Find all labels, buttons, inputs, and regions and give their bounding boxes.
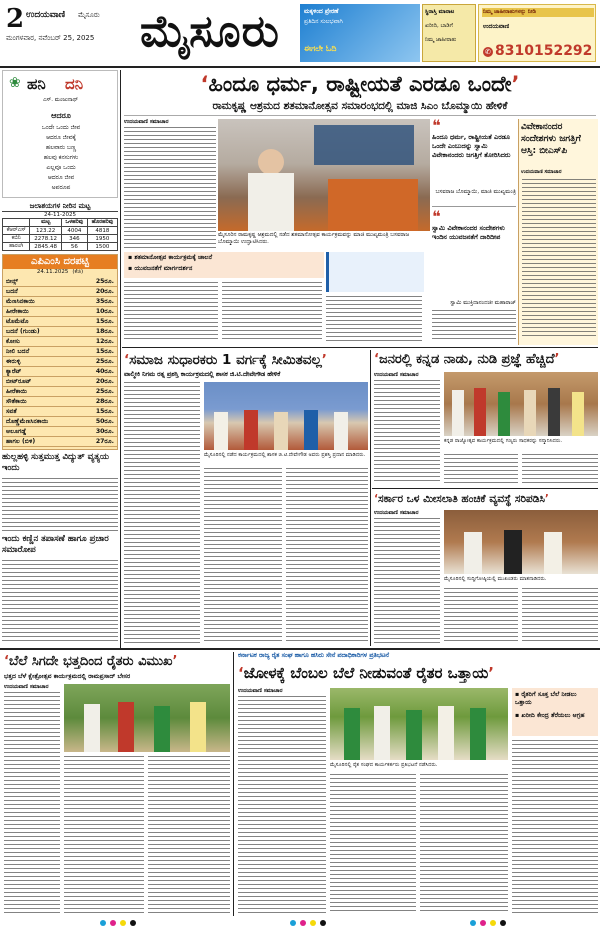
bottom-left-subhead: ಭತ್ತದ ಬೆಳೆ ಕ್ಷೇತ್ರೋತ್ಸವ ಕಾರ್ಯಕ್ರಮದಲ್ಲಿ ರಾಮಪ್ರಸಾದ್ ಬೇಸರ <box>4 673 131 680</box>
bottom-left-reporter: ಉದಯವಾಣಿ ಸಮಾಚಾರ <box>4 684 49 690</box>
ad2-line: ಖರೀದಿ, ಬಾಡಿಗೆ <box>425 23 453 29</box>
story3-headline: ‘ಜನರಲ್ಲಿ ಕನ್ನಡ ನಾಡು, ನುಡಿ ಪ್ರಜ್ಞೆ ಹೆಚ್ಚಿದೆ’ <box>374 352 560 367</box>
story2-photo <box>204 382 368 450</box>
table-row <box>3 427 117 437</box>
lead-quote-1: ಹಿಂದೂ ಧರ್ಮ, ರಾಷ್ಟ್ರೀಯತೆ ಎರಡೂ ಒಂದೇ ಎಂಬುದನ್ನು ಸ್ವಾಮಿ ವಿವೇಕಾನಂದರು ಜಗತ್ತಿಗೆ ತೋರಿಸಿದರು <box>432 133 511 159</box>
table-row <box>3 367 117 377</box>
reservoir-title: ಜಲಾಶಯಗಳ ನೀರಿನ ಮಟ್ಟ <box>2 202 118 212</box>
item-price: 15ರೂ. <box>95 317 114 325</box>
item-name: ಬದನೆ (ಗುಂಡು) <box>6 327 40 335</box>
brief-headline: ಇಂದು ಕಣ್ಣಿನ ತಪಾಸಣೆ ಹಾಗೂ ಪ್ರಚಾರ ಸಮಾರೋಪ <box>2 534 109 555</box>
item-name: ದೊಣ್ಣೆಮೆಣಸಿನಕಾಯಿ <box>6 417 49 425</box>
story4-photo <box>444 510 598 574</box>
quote-mark-icon: ❝ <box>432 207 441 226</box>
poem-line: ಆದರೂ ಜೀವ <box>47 174 75 181</box>
bottom-right-headline-text: ಜೋಳಕ್ಕೆ ಬೆಂಬಲ ಬೆಲೆ ನೀಡುವಂತೆ ರೈತರ ಒತ್ತಾಯ <box>243 664 489 682</box>
apmc-meta <box>3 269 117 277</box>
quote-mark-icon: ❝ <box>432 116 441 135</box>
bottom-right-kicker: ಕರ್ನಾಟಕ ರಾಜ್ಯ ರೈತ ಸಂಘ ಹಾಗೂ ಹಸಿರು ಸೇನೆ ಪದಾಧಿಕಾರಿಗಳ ಪ್ರತಿಭಟನೆ <box>238 652 390 659</box>
lead-photo-caption: ಮೈಸೂರಿನ ರಾಮಕೃಷ್ಣ ಆಶ್ರಮದಲ್ಲಿ ನಡೆದ ಶತಮಾನೋತ್ಸವ ಕಾರ್ಯಕ್ರಮವನ್ನು ಮಾಜಿ ಮುಖ್ಯಮಂತ್ರಿ ಬಸವರಾಜ ಬೊಮ್ಮಾಯಿ ಉದ್ಘಾಟಿಸಿದರು. <box>218 232 410 245</box>
table-row <box>3 387 117 397</box>
ad2-line: ಸ್ಥಿರಾಸ್ತಿ ಮಾರಾಟ <box>425 9 455 15</box>
apmc-title: ಎಪಿಎಂಸಿ ದರಪಟ್ಟಿ <box>3 255 117 269</box>
reservoir-date: 24-11-2025 <box>44 212 76 218</box>
item-price: 30ರೂ. <box>95 427 114 435</box>
brief-1 <box>2 452 118 532</box>
ad-phone-number: 8310152292 <box>495 43 593 59</box>
item-name: ಕ್ಯಾರೆಟ್ <box>6 367 22 375</box>
table-row <box>3 307 117 317</box>
table-row <box>3 317 117 327</box>
item-price: 25ರೂ. <box>95 357 114 365</box>
ad2-line: ನಿಮ್ಮ ಜಾಹೀರಾತು <box>425 37 457 43</box>
story4-headline-text: ಸರ್ಕಾರ ಒಳ ಮೀಸಲಾತಿ ಹಂಚಿಕೆ ವ್ಯವಸ್ಥೆ ಸರಿಪಡಿಸಿ <box>378 493 545 505</box>
lead-photo <box>218 119 430 231</box>
side-reporter: ಉದಯವಾಣಿ ಸಮಾಚಾರ <box>521 169 562 175</box>
table-row <box>3 377 117 387</box>
bottom-left-photo <box>64 684 230 752</box>
table-row <box>3 347 117 357</box>
item-price: 15ರೂ. <box>95 347 114 355</box>
bottom-right-photo <box>330 688 508 760</box>
item-name: ಮೆಣಸಿನಕಾಯಿ <box>6 297 35 305</box>
lead-bullets <box>124 252 324 278</box>
bottom-right-headline: ‘ಜೋಳಕ್ಕೆ ಬೆಂಬಲ ಬೆಲೆ ನೀಡುವಂತೆ ರೈತರ ಒತ್ತಾಯ’ <box>238 664 494 682</box>
table-row: ಹಾರಂಗಿ 2845.48 56 1500 <box>3 243 118 251</box>
side-story <box>518 119 598 345</box>
story2-headline-text: ಸಮಾಜ ಸುಧಾರಕರು 1 ವರ್ಗಕ್ಕೆ ಸೀಮಿತವಲ್ಲ <box>129 352 322 368</box>
section-title: ಮೈಸೂರು <box>140 6 280 57</box>
table-row <box>3 277 117 287</box>
paper-name: ಉದಯವಾಣಿ <box>26 10 66 20</box>
print-color-bar <box>0 918 600 928</box>
bottom-right-photo-caption: ಮೈಸೂರಿನಲ್ಲಿ ರೈತ ಸಂಘದ ಕಾರ್ಯಕರ್ತರು ಪ್ರತಿಭಟನೆ ನಡೆಸಿದರು. <box>330 762 438 768</box>
item-price: 27ರೂ. <box>95 437 114 445</box>
table-row <box>3 417 117 427</box>
brief-headline: ಹುಲ್ಲಹಳ್ಳಿ ಸುತ್ತಮುತ್ತ ವಿದ್ಯುತ್ ವ್ಯತ್ಯಯ ಇಂದು <box>2 452 110 473</box>
ad1-line: ಪ್ರತಿದಿನ ಸುಲಭವಾಗಿ <box>304 18 343 25</box>
item-name: ಹೀರೆಕಾಯಿ <box>6 387 28 395</box>
lead-quote-2-by: ಸ್ವಾಮಿ ಮುಕ್ತಿದಾನಂದಜೀ ಮಹಾರಾಜ್ <box>450 300 516 306</box>
edition-label: ಮೈಸೂರು <box>78 11 100 19</box>
table-header-row: ಮಟ್ಟ ಒಳಹರಿವು ಹೊರಹರಿವು <box>3 219 118 227</box>
story3-photo-caption: ಕನ್ನಡ ರಾಜ್ಯೋತ್ಸವ ಕಾರ್ಯಕ್ರಮದಲ್ಲಿ ಗಣ್ಯರು ಸಾಧಕರನ್ನು ಸನ್ಮಾನಿಸಿದರು. <box>444 438 563 444</box>
story3-headline-text: ಜನರಲ್ಲಿ ಕನ್ನಡ ನಾಡು, ನುಡಿ ಪ್ರಜ್ಞೆ ಹೆಚ್ಚಿದೆ <box>378 352 555 367</box>
story3-photo <box>444 372 598 436</box>
table-row <box>3 437 117 447</box>
table-row <box>3 357 117 367</box>
poem-line: ಎಲ್ಲವೂ ಒಂದು <box>46 164 76 171</box>
item-price: 25ರೂ. <box>95 387 114 395</box>
item-price: 25ರೂ. <box>95 277 114 285</box>
item-price: 12ರೂ. <box>95 337 114 345</box>
item-price: 15ರೂ. <box>95 407 114 415</box>
flower-icon: ❀ <box>9 75 21 91</box>
hanidani-box <box>2 70 118 198</box>
item-name: ಬೀನ್ಸ್ <box>6 277 18 285</box>
poem-line: ಅಪರೂಪ <box>51 184 71 191</box>
item-price: 10ರೂ. <box>95 307 114 315</box>
bottom-left-headline-text: ಬೆಲೆ ಸಿಗದೇ ಭತ್ತದಿಂದ ರೈತರು ವಿಮುಖ <box>8 654 173 669</box>
bullet-item: ▪ ರೈತರಿಗೆ ಸೂಕ್ತ ಬೆಲೆ ನೀಡಲು ಒತ್ತಾಯ <box>515 691 577 706</box>
item-name: ಬದನೆ <box>6 287 18 295</box>
poem-line: ಒಂದೇ ಒಂದು ಜೀವ <box>41 124 81 131</box>
table-row <box>3 327 117 337</box>
apmc-box <box>2 254 118 450</box>
item-name: ನೀಲಿ ಬದನೆ <box>6 347 30 355</box>
item-name: ಸವತೆ <box>6 407 17 415</box>
hanidani-title-2: ದನಿ <box>65 75 84 93</box>
lead-reporter: ಉದಯವಾಣಿ ಸಮಾಚಾರ <box>124 119 169 125</box>
story2-photo-caption: ಮೈಸೂರಿನಲ್ಲಿ ನಡೆದ ಕಾರ್ಯಕ್ರಮದಲ್ಲಿ ಶಾಸಕ ಜಿ.ಟಿ.ದೇವೇಗೌಡ ಅವರು ಪ್ರಶಸ್ತಿ ಪ್ರದಾನ ಮಾಡಿದರು. <box>204 452 366 458</box>
item-price: 18ರೂ. <box>95 327 114 335</box>
story3-reporter: ಉದಯವಾಣಿ ಸಮಾಚಾರ <box>374 372 419 378</box>
bullet-item: ▪ ಶತಮಾನೋತ್ಸವ ಕಾರ್ಯಕ್ರಮಕ್ಕೆ ಚಾಲನೆ <box>128 254 213 261</box>
table-row <box>3 337 117 347</box>
side-headline: ವಿವೇಕಾನಂದರ ಸಂದೇಶಗಳು ಜಗತ್ತಿಗೆ ಆಸ್ತಿ: ಬೀಎಸ್‌ಪಿ <box>521 122 581 156</box>
lead-headline: ‘ಹಿಂದೂ ಧರ್ಮ, ರಾಷ್ಟ್ರೀಯತೆ ಎರಡೂ ಒಂದೇ’ <box>200 72 520 96</box>
ad-banner-1[interactable] <box>300 4 420 62</box>
ad-banner-2[interactable] <box>422 4 476 62</box>
item-name: ಹೀರೇಕಾಯಿ <box>6 307 29 315</box>
hanidani-title-1: ಹನಿ <box>27 75 46 93</box>
table-row <box>3 287 117 297</box>
ad1-line: ಮಕ್ಕಳಿಂದ ಪ್ರೇರಣೆ <box>304 8 339 15</box>
story2-subhead: ವಾಲ್ಮೀಕಿ ನಿಗಮ ರತ್ನ ಪ್ರಶಸ್ತಿ ಕಾರ್ಯಕ್ರಮದಲ್ಲಿ ಶಾಸಕ ಜಿ.ಟಿ.ದೇವೇಗೌಡ ಹೇಳಿಕೆ <box>124 371 281 378</box>
issue-date: ಮಂಗಳವಾರ, ನವೆಂಬರ್ 25, 2025 <box>6 34 95 42</box>
bottom-left-headline: ‘ಬೆಲೆ ಸಿಗದೇ ಭತ್ತದಿಂದ ರೈತರು ವಿಮುಖ’ <box>4 654 178 669</box>
bullet-item: ▪ ಯುವಜನತೆಗೆ ಮಾರ್ಗದರ್ಶನ <box>128 265 193 272</box>
table-row <box>3 407 117 417</box>
lead-subhead: ರಾಮಕೃಷ್ಣ ಆಶ್ರಮದ ಶತಮಾನೋತ್ಸವ ಸಮಾರಂಭದಲ್ಲಿ ಮಾಜಿ ಸಿಎಂ ಬೊಮ್ಮಾಯಿ ಹೇಳಿಕೆ <box>124 100 596 116</box>
story4-photo-caption: ಮೈಸೂರಿನಲ್ಲಿ ಸುದ್ದಿಗೋಷ್ಠಿಯಲ್ಲಿ ಮುಖಂಡರು ಮಾತನಾಡಿದರು. <box>444 576 547 582</box>
apmc-date: 24.11.2025 <box>36 269 69 275</box>
bullet-item: ▪ ಖರೀದಿ ಕೇಂದ್ರ ತೆರೆಯಲು ಆಗ್ರಹ <box>515 712 585 719</box>
ad-banner-3[interactable] <box>478 4 596 62</box>
story4-reporter: ಉದಯವಾಣಿ ಸಮಾಚಾರ <box>374 510 419 516</box>
page-number: 2 <box>6 4 25 34</box>
item-name: ಕೋಸು <box>6 337 21 345</box>
table-row: ಕೆಆರ್‌ಎಸ್ 123.22 4004 4818 <box>3 227 118 235</box>
hanidani-byline: ಎಸ್. ಮಂಜುನಾಥ್ <box>43 97 79 103</box>
apmc-list <box>3 277 117 447</box>
poem-line: ಹಲವಾರು ಬಣ್ಣ <box>45 144 77 151</box>
item-name: ಬೀಟ್‌ರೂಟ್ <box>6 377 32 385</box>
item-price: 40ರೂ. <box>95 367 114 375</box>
lead-quote-box-1 <box>432 116 516 249</box>
ad3-line: ಉದಯವಾಣಿ <box>483 23 510 30</box>
masthead <box>0 0 600 68</box>
lead-quote-box-2 <box>326 252 424 292</box>
lead-quote-1-by: ಬಸವರಾಜ ಬೊಮ್ಮಾಯಿ, ಮಾಜಿ ಮುಖ್ಯಮಂತ್ರಿ <box>435 189 516 195</box>
item-name: ಸೌತೆಕಾಯಿ <box>6 397 27 405</box>
item-name: ಈರುಳ್ಳಿ <box>6 357 21 365</box>
item-name: ಟೊಮೆಟೊ <box>6 317 29 325</box>
poem-line: ಹಲವು ಕನಸುಗಳು <box>43 154 79 161</box>
bottom-right-reporter: ಉದಯವಾಣಿ ಸಮಾಚಾರ <box>238 688 283 694</box>
ad3-line: ನಿಮ್ಮ ಜಾಹೀರಾತುಗಳನ್ನು ನೀಡಿ <box>482 8 594 17</box>
item-name: ಹಾಗಲ (ಬಿಳಿ) <box>6 437 36 445</box>
ad1-line: ಈಗಲೇ ಓದಿ <box>304 44 337 53</box>
apmc-unit: (ಕೆಜಿ) <box>72 269 84 275</box>
poem-line: ಆದರೂ ಜೀವಕ್ಕೆ <box>46 134 76 141</box>
story2-headline: ‘ಸಮಾಜ ಸುಧಾರಕರು 1 ವರ್ಗಕ್ಕೆ ಸೀಮಿತವಲ್ಲ’ <box>124 352 327 368</box>
bottom-right-bullets <box>512 688 598 736</box>
table-row <box>3 397 117 407</box>
phone-icon: ✆ <box>483 47 493 57</box>
poem-title: ಆದರೂ <box>51 111 71 120</box>
lead-headline-text: ಹಿಂದೂ ಧರ್ಮ, ರಾಷ್ಟ್ರೀಯತೆ ಎರಡೂ ಒಂದೇ <box>208 72 512 96</box>
lead-quote-2: ಸ್ವಾಮಿ ವಿವೇಕಾನಂದರ ಸಂದೇಶಗಳು ಇಂದಿನ ಯುವಜನತೆಗೆ ದಾರಿದೀಪ <box>432 224 505 241</box>
item-price: 20ರೂ. <box>95 377 114 385</box>
item-price: 35ರೂ. <box>95 297 114 305</box>
reservoir-box <box>2 202 118 252</box>
table-row <box>3 297 117 307</box>
item-price: 20ರೂ. <box>95 287 114 295</box>
story4-headline: ‘ಸರ್ಕಾರ ಒಳ ಮೀಸಲಾತಿ ಹಂಚಿಕೆ ವ್ಯವಸ್ಥೆ ಸರಿಪಡಿಸಿ’ <box>374 493 549 505</box>
reservoir-table <box>2 218 118 251</box>
item-name: ಆಲೂಗಡ್ಡೆ <box>6 427 27 435</box>
item-price: 28ರೂ. <box>95 397 114 405</box>
brief-2 <box>2 534 118 644</box>
table-row: ಕಬಿನಿ 2278.12 346 1950 <box>3 235 118 243</box>
item-price: 50ರೂ. <box>95 417 114 425</box>
